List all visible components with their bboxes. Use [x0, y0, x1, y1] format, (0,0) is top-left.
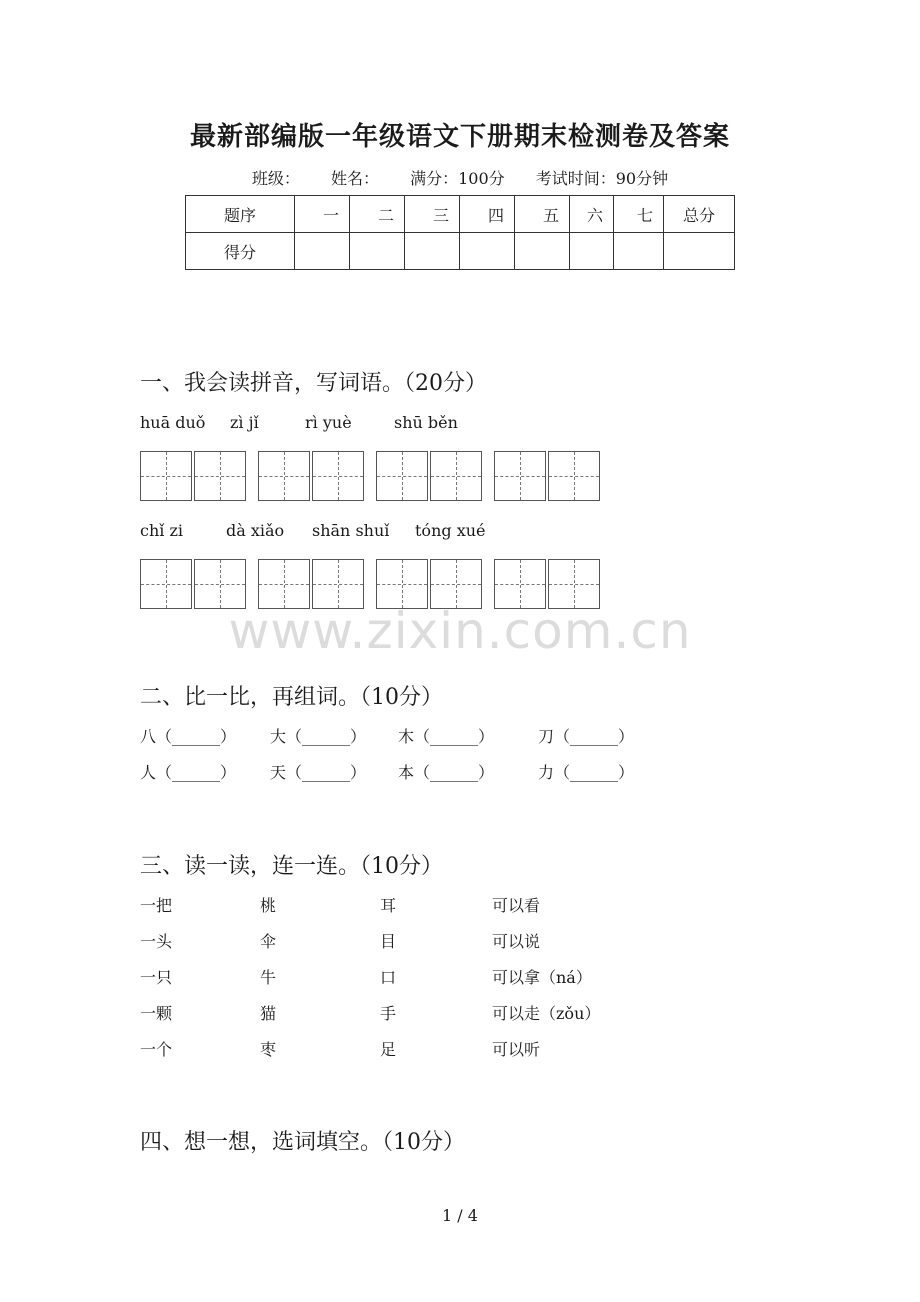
compare-item: 天（______） [270, 763, 367, 782]
pinyin-word: chǐ zi [140, 521, 184, 540]
matching-item[interactable]: 伞 [260, 932, 277, 951]
matching-item[interactable]: 一只 [140, 968, 173, 987]
score-header-cell: 题序 [186, 196, 295, 233]
writing-box[interactable] [548, 451, 600, 501]
matching-item[interactable]: 目 [380, 932, 397, 951]
matching-item[interactable]: 桃 [260, 896, 277, 915]
score-table-score-row [186, 233, 735, 270]
pinyin-word: dà xiǎo [226, 521, 285, 540]
matching-item[interactable]: 可以走（zǒu） [492, 1004, 601, 1023]
writing-box[interactable] [430, 451, 482, 501]
score-cell[interactable] [295, 233, 350, 270]
score-cell[interactable] [460, 233, 515, 270]
matching-item[interactable]: 一把 [140, 896, 173, 915]
section2-title: 二、比一比，再组词。（10分） [140, 685, 443, 710]
name-label: 姓名： [330, 169, 379, 188]
writing-box[interactable] [258, 451, 310, 501]
score-header-cell: 总分 [664, 196, 735, 233]
matching-item[interactable]: 口 [380, 968, 397, 987]
matching-item[interactable]: 可以看 [492, 896, 541, 915]
writing-box[interactable] [140, 451, 192, 501]
page-title: 最新部编版一年级语文下册期末检测卷及答案 [189, 122, 730, 152]
pinyin-word: shān shuǐ [312, 521, 390, 540]
pinyin-word: zì jǐ [230, 413, 259, 432]
matching-item[interactable]: 一个 [140, 1040, 173, 1059]
matching-item[interactable]: 可以听 [492, 1040, 541, 1059]
page-number: 1 / 4 [442, 1206, 478, 1225]
matching-item[interactable]: 可以拿（ná） [492, 968, 592, 987]
compare-item: 大（______） [270, 727, 367, 746]
writing-box[interactable] [494, 451, 546, 501]
pinyin-word: rì yuè [305, 413, 352, 432]
pinyin-row-2 [140, 521, 640, 543]
score-header-cell: 二 [350, 196, 405, 233]
compare-item: 刀（______） [538, 727, 635, 746]
compare-item: 人（______） [140, 763, 237, 782]
exam-info [0, 166, 920, 189]
exam-time-label: 考试时间：90分钟 [535, 169, 669, 188]
compare-row-1 [140, 724, 680, 748]
compare-item: 木（______） [398, 727, 495, 746]
full-score-label: 满分：100分 [410, 169, 505, 188]
section4-title: 四、想一想，选词填空。（10分） [140, 1130, 465, 1155]
score-cell[interactable] [350, 233, 405, 270]
pinyin-row-1 [140, 413, 640, 435]
score-header-cell: 七 [614, 196, 664, 233]
matching-item[interactable]: 枣 [260, 1040, 277, 1059]
score-cell[interactable] [515, 233, 570, 270]
matching-item[interactable]: 一头 [140, 932, 173, 951]
pinyin-word: tóng xué [415, 521, 486, 540]
pinyin-word: shū běn [394, 413, 458, 432]
matching-item[interactable]: 手 [380, 1004, 397, 1023]
score-cell[interactable] [570, 233, 614, 270]
matching-item[interactable]: 可以说 [492, 932, 541, 951]
score-row-label: 得分 [186, 233, 295, 270]
matching-table [140, 893, 640, 1073]
section1-title: 一、我会读拼音，写词语。（20分） [140, 371, 487, 396]
matching-item[interactable]: 足 [380, 1040, 397, 1059]
writing-box[interactable] [312, 451, 364, 501]
score-header-cell: 五 [515, 196, 570, 233]
matching-item[interactable]: 耳 [380, 896, 397, 915]
score-table-header-row [186, 196, 735, 233]
compare-item: 八（______） [140, 727, 237, 746]
score-cell[interactable] [614, 233, 664, 270]
score-header-cell: 四 [460, 196, 515, 233]
matching-item[interactable]: 一颗 [140, 1004, 173, 1023]
compare-item: 本（______） [398, 763, 495, 782]
writing-grid-row-1 [140, 451, 610, 503]
writing-box[interactable] [194, 451, 246, 501]
score-header-cell: 三 [405, 196, 460, 233]
pinyin-word: huā duǒ [140, 413, 206, 432]
matching-item[interactable]: 猫 [260, 1004, 277, 1023]
section3-title: 三、读一读，连一连。（10分） [140, 854, 443, 879]
score-cell[interactable] [405, 233, 460, 270]
score-header-cell: 一 [295, 196, 350, 233]
class-label: 班级： [251, 169, 300, 188]
compare-row-2 [140, 760, 680, 784]
compare-item: 力（______） [538, 763, 635, 782]
score-cell[interactable] [664, 233, 735, 270]
watermark: www.zixin.com.cn [228, 602, 692, 660]
matching-item[interactable]: 牛 [260, 968, 277, 987]
score-table [185, 195, 735, 270]
writing-box[interactable] [376, 451, 428, 501]
score-header-cell: 六 [570, 196, 614, 233]
